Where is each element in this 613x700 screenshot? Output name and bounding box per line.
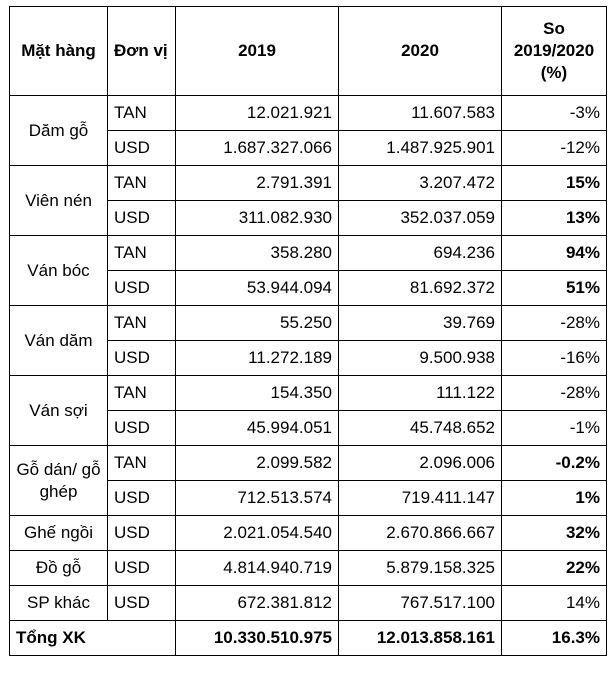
change-percent: 13% bbox=[502, 201, 607, 236]
item-name: Viên nén bbox=[10, 166, 108, 236]
unit-cell: TAN bbox=[108, 306, 176, 341]
header-compare: So 2019/2020 (%) bbox=[502, 7, 607, 96]
table-row bbox=[10, 236, 607, 271]
change-percent: 15% bbox=[502, 166, 607, 201]
value-2019: 2.099.582 bbox=[176, 446, 339, 481]
value-2020: 719.411.147 bbox=[339, 481, 502, 516]
table-body bbox=[10, 96, 607, 656]
value-2020: 45.748.652 bbox=[339, 411, 502, 446]
value-2020: 3.207.472 bbox=[339, 166, 502, 201]
value-2019: 53.944.094 bbox=[176, 271, 339, 306]
value-2019: 2.791.391 bbox=[176, 166, 339, 201]
total-2020: 12.013.858.161 bbox=[339, 621, 502, 656]
value-2019: 712.513.574 bbox=[176, 481, 339, 516]
change-percent: -3% bbox=[502, 96, 607, 131]
value-2019: 2.021.054.540 bbox=[176, 516, 339, 551]
change-percent: -28% bbox=[502, 376, 607, 411]
value-2020: 694.236 bbox=[339, 236, 502, 271]
value-2020: 767.517.100 bbox=[339, 586, 502, 621]
unit-cell: USD bbox=[108, 551, 176, 586]
item-name: Gỗ dán/ gỗ ghép bbox=[10, 446, 108, 516]
table-row bbox=[10, 166, 607, 201]
header-2020: 2020 bbox=[339, 7, 502, 96]
item-name: Dăm gỗ bbox=[10, 96, 108, 166]
value-2019: 311.082.930 bbox=[176, 201, 339, 236]
value-2020: 9.500.938 bbox=[339, 341, 502, 376]
header-item: Mặt hàng bbox=[10, 7, 108, 96]
change-percent: 32% bbox=[502, 516, 607, 551]
value-2019: 12.021.921 bbox=[176, 96, 339, 131]
change-percent: 94% bbox=[502, 236, 607, 271]
value-2020: 111.122 bbox=[339, 376, 502, 411]
table-row bbox=[10, 96, 607, 131]
change-percent: 14% bbox=[502, 586, 607, 621]
export-table bbox=[9, 6, 607, 656]
table-row bbox=[10, 586, 607, 621]
value-2020: 11.607.583 bbox=[339, 96, 502, 131]
unit-cell: USD bbox=[108, 481, 176, 516]
value-2020: 81.692.372 bbox=[339, 271, 502, 306]
table-row bbox=[10, 516, 607, 551]
item-name: Đồ gỗ bbox=[10, 551, 108, 586]
change-percent: -12% bbox=[502, 131, 607, 166]
value-2019: 358.280 bbox=[176, 236, 339, 271]
table-row bbox=[10, 306, 607, 341]
unit-cell: USD bbox=[108, 516, 176, 551]
value-2019: 45.994.051 bbox=[176, 411, 339, 446]
change-percent: -16% bbox=[502, 341, 607, 376]
value-2019: 4.814.940.719 bbox=[176, 551, 339, 586]
total-label: Tổng XK bbox=[10, 621, 176, 656]
total-2019: 10.330.510.975 bbox=[176, 621, 339, 656]
item-name: Ván dăm bbox=[10, 306, 108, 376]
total-percent: 16.3% bbox=[502, 621, 607, 656]
unit-cell: USD bbox=[108, 341, 176, 376]
value-2019: 154.350 bbox=[176, 376, 339, 411]
unit-cell: USD bbox=[108, 131, 176, 166]
value-2020: 5.879.158.325 bbox=[339, 551, 502, 586]
change-percent: -1% bbox=[502, 411, 607, 446]
change-percent: -28% bbox=[502, 306, 607, 341]
value-2019: 1.687.327.066 bbox=[176, 131, 339, 166]
table-row bbox=[10, 551, 607, 586]
header-unit: Đơn vị bbox=[108, 7, 176, 96]
value-2019: 672.381.812 bbox=[176, 586, 339, 621]
unit-cell: USD bbox=[108, 201, 176, 236]
change-percent: 1% bbox=[502, 481, 607, 516]
unit-cell: USD bbox=[108, 586, 176, 621]
change-percent: 51% bbox=[502, 271, 607, 306]
header-2019: 2019 bbox=[176, 7, 339, 96]
value-2020: 2.096.006 bbox=[339, 446, 502, 481]
value-2020: 1.487.925.901 bbox=[339, 131, 502, 166]
unit-cell: TAN bbox=[108, 166, 176, 201]
item-name: Ghế ngồi bbox=[10, 516, 108, 551]
unit-cell: TAN bbox=[108, 236, 176, 271]
item-name: Ván bóc bbox=[10, 236, 108, 306]
value-2020: 2.670.866.667 bbox=[339, 516, 502, 551]
header-row bbox=[10, 7, 607, 96]
unit-cell: TAN bbox=[108, 446, 176, 481]
item-name: SP khác bbox=[10, 586, 108, 621]
value-2019: 55.250 bbox=[176, 306, 339, 341]
table-row bbox=[10, 376, 607, 411]
table-row bbox=[10, 446, 607, 481]
item-name: Ván sợi bbox=[10, 376, 108, 446]
value-2020: 39.769 bbox=[339, 306, 502, 341]
unit-cell: TAN bbox=[108, 96, 176, 131]
unit-cell: USD bbox=[108, 271, 176, 306]
change-percent: -0.2% bbox=[502, 446, 607, 481]
unit-cell: USD bbox=[108, 411, 176, 446]
value-2020: 352.037.059 bbox=[339, 201, 502, 236]
unit-cell: TAN bbox=[108, 376, 176, 411]
change-percent: 22% bbox=[502, 551, 607, 586]
value-2019: 11.272.189 bbox=[176, 341, 339, 376]
total-row bbox=[10, 621, 607, 656]
